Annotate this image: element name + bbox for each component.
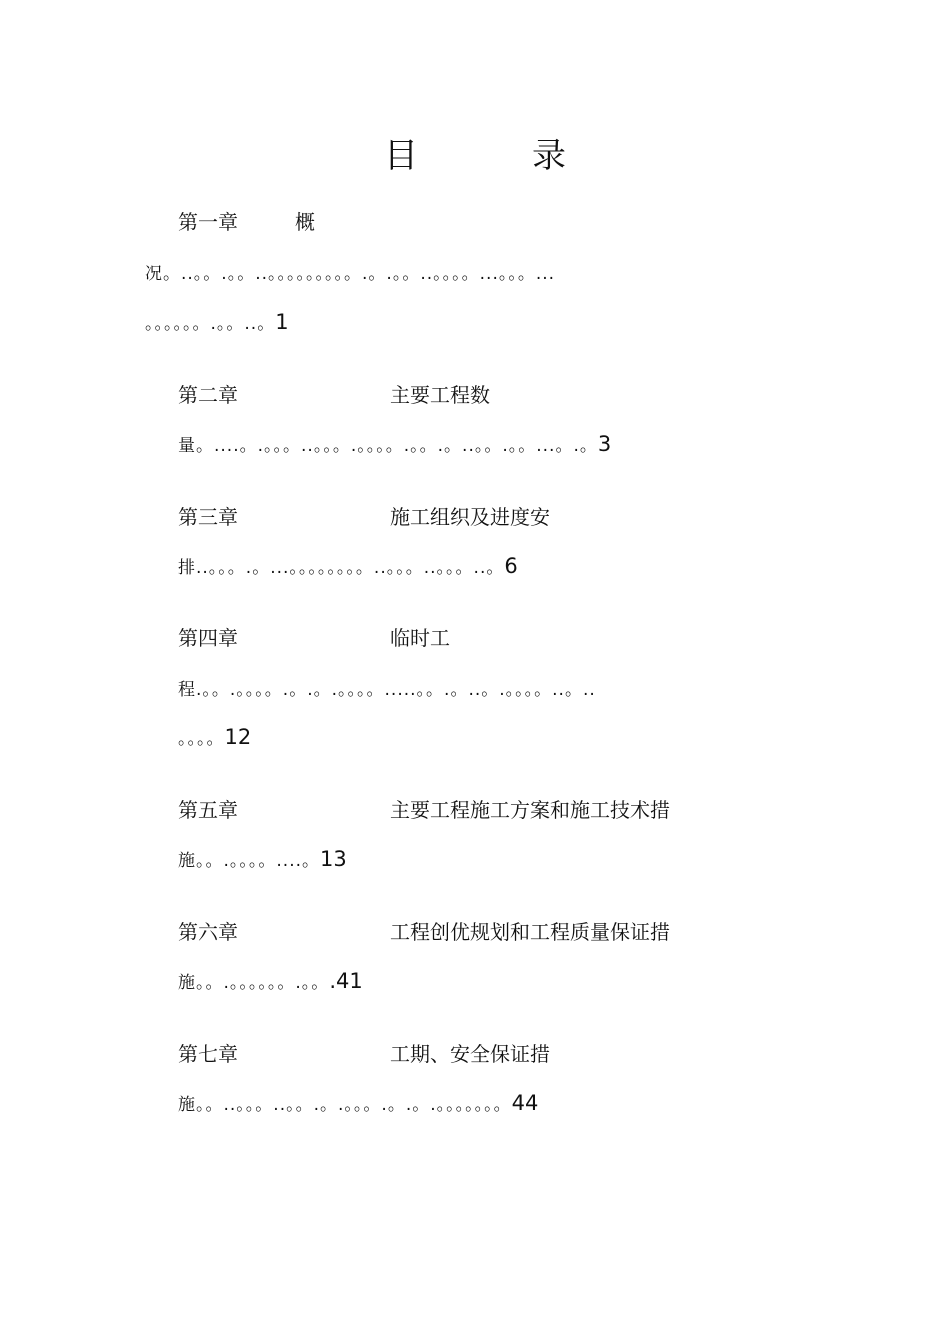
toc-leader-line	[178, 674, 596, 704]
toc-leader-line	[145, 308, 289, 338]
toc-page-number[interactable]: 1	[275, 310, 289, 334]
toc-heading: 工程创优规划和工程质量保证措	[390, 920, 670, 944]
toc-title: 目 录	[384, 136, 606, 176]
toc-leader-line	[178, 1089, 538, 1119]
toc-chapter-label: 第六章	[178, 920, 238, 944]
toc-chapter-label: 第四章	[178, 626, 238, 650]
toc-leader: 施。。..。。。..。。.。.。。。.。.。.。。。。。。。	[178, 1095, 512, 1115]
toc-leader: 施。。.。。。。....。	[178, 851, 321, 871]
toc-leader: 。。。。	[178, 729, 225, 749]
toc-leader-line	[178, 723, 251, 753]
toc-leader-line	[145, 258, 555, 288]
toc-leader-line	[178, 845, 347, 875]
toc-leader: 程.。。.。。。。.。.。.。。。。.....。。.。..。.。。。。..。..	[178, 680, 596, 700]
toc-leader: 量。....。.。。。..。。。.。。。。.。。.。..。。.。。...。.。	[178, 436, 598, 456]
toc-page-number[interactable]: 13	[320, 847, 347, 871]
toc-chapter-label: 第一章	[178, 210, 238, 234]
toc-heading: 主要工程数	[390, 383, 490, 407]
toc-heading: 概	[295, 210, 315, 234]
toc-chapter-label: 第二章	[178, 383, 238, 407]
toc-page-number[interactable]: 44	[511, 1091, 539, 1115]
toc-leader-line	[178, 552, 518, 582]
toc-leader-line	[178, 430, 611, 460]
toc-chapter-label: 第五章	[178, 798, 238, 822]
toc-heading: 工期、安全保证措	[390, 1042, 550, 1066]
toc-heading: 施工组织及进度安	[390, 505, 550, 529]
toc-heading: 临时工	[390, 626, 450, 650]
toc-page-number[interactable]: 6	[504, 554, 518, 578]
toc-leader: 。。。。。。.。。..。	[145, 314, 276, 334]
toc-leader: 施。。.。。。。。。.。。	[178, 973, 330, 993]
toc-chapter-label: 第七章	[178, 1042, 238, 1066]
toc-page-number[interactable]: 3	[597, 432, 612, 456]
toc-page-number[interactable]: 12	[224, 725, 252, 749]
toc-leader: 排..。。。.。...。。。。。。。。..。。。..。。。..。	[178, 558, 505, 578]
toc-leader: 况。..。。.。。..。。。。。。。。。.。.。。..。。。。...。。。...	[145, 264, 556, 284]
toc-chapter-label: 第三章	[178, 505, 238, 529]
toc-page-number[interactable]: .41	[329, 969, 363, 993]
toc-leader-line	[178, 967, 363, 997]
toc-heading: 主要工程施工方案和施工技术措	[390, 798, 670, 822]
